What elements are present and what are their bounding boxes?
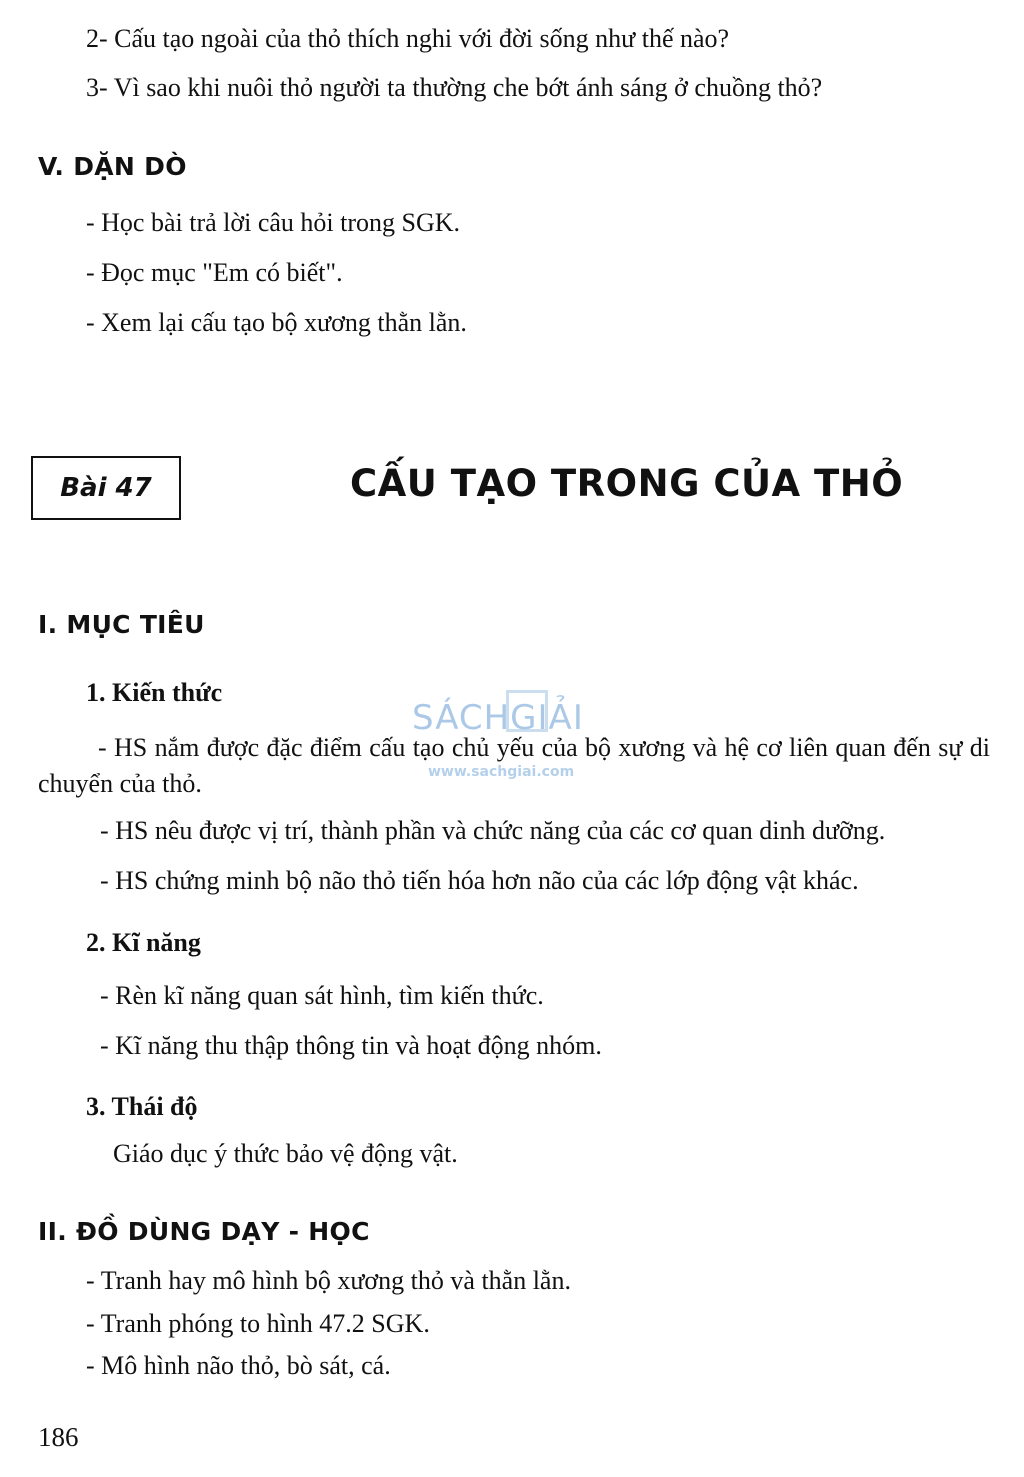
list-item: - Học bài trả lời câu hỏi trong SGK.	[86, 208, 461, 237]
skills-item: - Rèn kĩ năng quan sát hình, tìm kiến thức.	[100, 981, 544, 1010]
lesson-label-box	[31, 456, 181, 520]
skills-item: - Kĩ năng thu thập thông tin và hoạt động nhóm.	[100, 1031, 602, 1060]
section-ii-heading: II. ĐỒ DÙNG DẠY - HỌC	[38, 1217, 370, 1246]
list-item: - Tranh hay mô hình bộ xương thỏ và thằn lằn.	[86, 1266, 571, 1295]
section-i-heading: I. MỤC TIÊU	[38, 610, 205, 639]
list-item: - Xem lại cấu tạo bộ xương thằn lằn.	[86, 308, 467, 337]
knowledge-item: - HS nắm được đặc điểm cấu tạo chủ yếu của bộ xương và hệ cơ liên quan đến sự di chuyển của thỏ.	[38, 733, 990, 798]
lesson-title: CẤU TẠO TRONG CỦA THỎ	[350, 462, 904, 505]
lesson-label: Bài 47	[60, 473, 152, 503]
knowledge-item: - HS nêu được vị trí, thành phần và chức năng của các cơ quan dinh dưỡng.	[100, 816, 886, 845]
knowledge-heading: 1. Kiến thức	[86, 678, 223, 707]
attitude-text: Giáo dục ý thức bảo vệ động vật.	[113, 1139, 458, 1168]
section-v-heading: V. DẶN DÒ	[38, 152, 187, 181]
watermark-brand: SÁCHGIẢI	[412, 698, 584, 738]
list-item: - Đọc mục "Em có biết".	[86, 258, 343, 287]
list-item: - Tranh phóng to hình 47.2 SGK.	[86, 1309, 430, 1338]
question-2: 2- Cấu tạo ngoài của thỏ thích nghi với đời sống như thế nào?	[86, 24, 730, 53]
watermark-url: www.sachgiai.com	[428, 764, 575, 780]
question-3: 3- Vì sao khi nuôi thỏ người ta thường che bớt ánh sáng ở chuồng thỏ?	[86, 73, 823, 102]
page-number: 186	[38, 1422, 79, 1452]
list-item: - Mô hình não thỏ, bò sát, cá.	[86, 1351, 391, 1380]
attitude-heading: 3. Thái độ	[86, 1092, 198, 1121]
skills-heading: 2. Kĩ năng	[86, 928, 201, 957]
knowledge-item: - HS chứng minh bộ não thỏ tiến hóa hơn não của các lớp động vật khác.	[100, 866, 859, 895]
